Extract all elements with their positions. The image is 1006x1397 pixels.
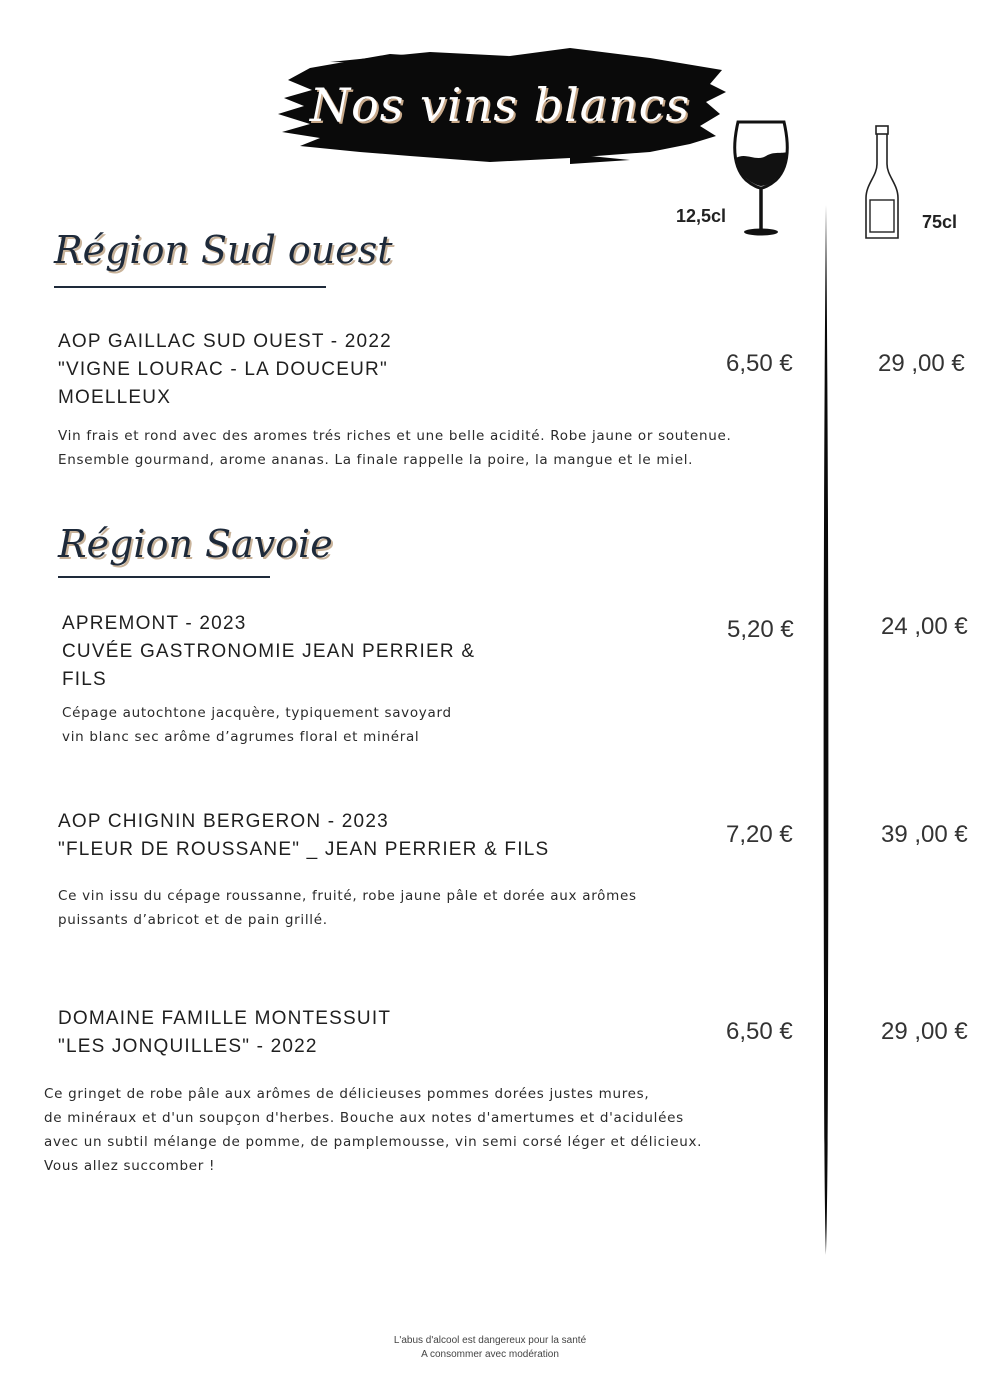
region-heading-savoie: Région Savoie: [58, 522, 333, 566]
region-heading-sud-ouest: Région Sud ouest: [54, 228, 393, 272]
description-line: puissants d’abricot et de pain grillé.: [58, 912, 328, 928]
wine-glass-icon: [726, 118, 796, 240]
glass-size-label: 12,5cl: [676, 206, 727, 226]
description-line: Ce gringet de robe pâle aux arômes de délicieuses pommes dorées justes mures,: [44, 1086, 650, 1102]
price-bottle: 39 ,00 €: [881, 821, 968, 848]
wine-description: [58, 884, 637, 932]
wine-bottle-icon: [858, 124, 908, 244]
wine-name: [62, 610, 475, 694]
price-glass: 7,20 €: [726, 821, 793, 848]
page-title: Nos vins blancs: [309, 78, 691, 132]
description-line: Vous allez succomber !: [44, 1158, 216, 1174]
price-bottle: 24 ,00 €: [881, 613, 968, 640]
wine-name-line: AOP GAILLAC SUD OUEST - 2022: [58, 331, 392, 352]
wine-name-line: "LES JONQUILLES" - 2022: [58, 1036, 318, 1057]
footer-line: L'abus d'alcool est dangereux pour la santé: [393, 1335, 587, 1346]
wine-name-line: DOMAINE FAMILLE MONTESSUIT: [58, 1008, 392, 1029]
region-underline: [54, 286, 326, 288]
wine-description: [62, 701, 452, 749]
price-bottle: 29 ,00 €: [881, 1018, 968, 1045]
wine-name-line: AOP CHIGNIN BERGERON - 2023: [58, 811, 389, 832]
footer-line: A consommer avec modération: [421, 1349, 559, 1360]
wine-name-line: FILS: [62, 669, 107, 690]
wine-description: [44, 1082, 702, 1178]
wine-name: [58, 328, 392, 412]
description-line: avec un subtil mélange de pomme, de pamplemousse, vin semi corsé léger et délicieux.: [44, 1134, 703, 1150]
description-line: vin blanc sec arôme d’agrumes floral et minéral: [62, 729, 420, 745]
title-banner: [270, 40, 730, 170]
price-bottle: 29 ,00 €: [878, 350, 965, 377]
price-glass: 6,50 €: [726, 1018, 793, 1045]
health-warning: [340, 1334, 640, 1362]
description-line: de minéraux et d'un soupçon d'herbes. Bouche aux notes d'amertumes et d'acidulées: [44, 1110, 684, 1126]
wine-name-line: MOELLEUX: [58, 387, 172, 408]
description-line: Vin frais et rond avec des aromes trés riches et une belle acidité. Robe jaune or soutenue.: [58, 428, 732, 444]
wine-name-line: APREMONT - 2023: [62, 613, 247, 634]
price-glass: 5,20 €: [727, 616, 794, 643]
wine-name: [58, 808, 549, 864]
wine-name: [58, 1005, 391, 1061]
price-glass: 6,50 €: [726, 350, 793, 377]
bottle-size-label: 75cl: [922, 212, 958, 232]
description-line: Ce vin issu du cépage roussanne, fruité, robe jaune pâle et dorée aux arômes: [58, 888, 637, 904]
region-underline: [58, 576, 270, 578]
description-line: Cépage autochtone jacquère, typiquement savoyard: [62, 705, 452, 721]
description-line: Ensemble gourmand, arome ananas. La finale rappelle la poire, la mangue et le miel.: [58, 452, 694, 468]
column-divider: [818, 205, 834, 1255]
wine-description: [58, 424, 732, 472]
wine-name-line: CUVÉE GASTRONOMIE JEAN PERRIER &: [62, 641, 476, 662]
wine-name-line: "FLEUR DE ROUSSANE" _ JEAN PERRIER & FILS: [58, 839, 550, 860]
wine-name-line: "VIGNE LOURAC - LA DOUCEUR": [58, 359, 388, 380]
